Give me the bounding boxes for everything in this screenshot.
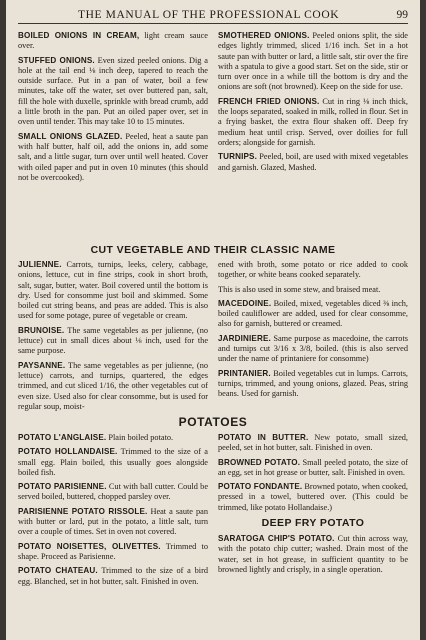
recipe-text: Small peeled potato, the size of an egg, set in hot grease or butter, salt. Finished in oven. — [218, 457, 409, 477]
recipe-title: POTATO HOLLANDAISE. — [18, 447, 118, 457]
recipe-entry — [218, 31, 408, 93]
recipe-title: POTATO L'ANGLAISE. — [18, 433, 107, 442]
recipe-text: Trimmed to shape. Proceed as Parisienne. — [18, 541, 208, 561]
recipe-entry — [18, 433, 208, 443]
recipe-entry — [218, 534, 408, 575]
recipe-title: SARATOGA CHIP'S POTATO. — [218, 534, 335, 544]
recipe-text: Peeled, heat a saute pan with half butter, half oil, add the onions in, add some salt, and a little sugar, turn over until well heated. Cover with oiled paper and put in oven 10 minutes (this should not be overcooked). — [18, 131, 208, 182]
recipe-entry — [218, 369, 408, 400]
recipe-title: POTATO PARISIENNE. — [18, 482, 107, 492]
recipe-entry — [18, 260, 208, 322]
recipe-text: The same vegetables as per julienne, (no lettuce) carrots, and turnips, quartered, the edges trimmed, and cut sliced 1/16, the other vegetables cut of even size. Used also for clear consomme, but is used for regular soup, moist- — [18, 360, 208, 411]
recipe-text: Peeled, boil, are used with mixed vegetables and garnish. Glazed, Mashed. — [218, 152, 408, 172]
cut-vegetable-right-column — [218, 260, 408, 416]
recipe-text: Browned potato, when cooked, pressed in a towel, buttered over. (This could be trimmed, like potato Hollandaise.) — [218, 482, 408, 512]
cut-vegetable-section — [18, 260, 408, 416]
recipe-text: Same purpose as macedoine, the carrots and turnips cut 3/16 x 3/8, boiled. (this is also served under the name of printaniere for consomme) — [218, 333, 408, 364]
recipe-title: PRINTANIER. — [218, 368, 271, 378]
recipe-text: Plain boiled potato. — [106, 433, 174, 442]
potatoes-left-column — [18, 433, 208, 591]
recipe-entry — [18, 542, 208, 563]
recipe-text: The same vegetables as per julienne, (no lettuce) cut in small dices about ⅛ inch, used for the same purpose. — [18, 325, 208, 356]
recipe-text: Even sized peeled onions. Dig a hole at the tail end ⅛ inch deep, tapered to reach the outside surface. Put in a pan of water, boil a few minutes, take off the water, set over buttered pan, salt, fill the hole with duxelle, sprinkle with bread crumb, add a little broth in the pan. Put an oiled paper over, set in oven until tender. This may take 10 to 15 minutes. — [18, 55, 208, 127]
recipe-title: MACEDOINE. — [218, 298, 272, 308]
recipe-title: POTATO CHATEAU. — [18, 566, 98, 576]
recipe-title: SMALL ONIONS GLAZED. — [18, 131, 123, 141]
recipe-entry — [218, 152, 408, 173]
recipe-title: BOILED ONIONS IN CREAM, — [18, 31, 140, 40]
recipe-text: Peeled onions split, the side edges lightly trimmed, sliced 1/16 inch. Set in a hot saute pan with butter or lard, a little salt, stir over the fire with a spatula to give a good start. Set on the side, stir or turn over once in a while till the bottom is dry and the onions are soft (not browned). Keep on the side for use. — [218, 31, 408, 92]
recipe-title: PAYSANNE. — [18, 360, 66, 370]
running-header — [18, 8, 408, 24]
page-number: 99 — [396, 9, 408, 21]
recipe-text: Cut with ball cutter. Could be served boiled, buttered, chopped parsley over. — [18, 482, 208, 502]
book-page — [6, 0, 420, 640]
recipe-entry — [18, 566, 208, 587]
cut-vegetable-left-column — [18, 260, 208, 416]
recipe-title: JARDINIERE. — [218, 333, 271, 343]
recipe-title: POTATO NOISETTES, OLIVETTES. — [18, 541, 161, 551]
recipe-title: TURNIPS. — [218, 152, 257, 162]
recipe-title: SMOTHERED ONIONS. — [218, 31, 310, 40]
section-heading-potatoes: POTATOES — [178, 415, 248, 429]
recipe-entry — [18, 361, 208, 412]
recipe-text: Cut thin across way, with the potato chip cutter; washed. Drain most of the water, set in hot grease, in sufficient quantity to be browned lightly and crisply, in a single operation. — [218, 534, 408, 574]
recipe-entry — [218, 482, 408, 513]
recipe-entry — [18, 132, 208, 183]
recipe-title: STUFFED ONIONS. — [18, 55, 95, 65]
recipe-title: BROWNED POTATO. — [218, 457, 301, 467]
recipe-text: ened with broth, some potato or rice added to cook together, or white beans cooked separately. — [218, 260, 408, 280]
recipe-entry — [18, 482, 208, 503]
recipe-entry — [18, 326, 208, 357]
section-heading-cut-vegetable: CUT VEGETABLE AND THEIR CLASSIC NAME — [90, 244, 336, 256]
recipe-text: Heat a saute pan with butter or lard, put in the potato, a little salt, turn over a couple of times. Set in oven not covered. — [18, 506, 208, 537]
recipe-entry — [18, 447, 208, 478]
section-heading-deep-fry-potato: DEEP FRY POTATO — [261, 517, 365, 530]
deep-fry-entries — [218, 534, 408, 575]
recipe-entry — [218, 433, 408, 454]
recipe-title: POTATO IN BUTTER. — [218, 433, 309, 442]
onion-section — [18, 31, 408, 187]
recipe-entry — [218, 299, 408, 330]
recipe-entry — [18, 56, 208, 128]
recipe-title: JULIENNE. — [18, 260, 62, 269]
recipe-text: Carrots, turnips, leeks, celery, cabbage, onions, lettuce, cut in fine strips, cook in short broth, salt, sugar, butter, water. Boil covered until the bottom is dry. Used for consomme just boil and skimmed. Some boiled cut string beans, and peas are added. This is also used for some potage, puree of vegetable or cream. — [18, 260, 208, 321]
recipe-entry — [218, 260, 408, 281]
recipe-title: POTATO FONDANTE. — [218, 482, 303, 492]
recipe-text: Boiled vegetables cut in lumps. Carrots, turnips, trimmed, and young onions, glazed. Peas, string beans. Used for garnish. — [218, 368, 408, 399]
recipe-text: Trimmed to the size of a bird egg. Blanched, set in hot butter, salt. Finished in oven. — [18, 566, 208, 586]
recipe-title: PARISIENNE POTATO RISSOLE. — [18, 506, 148, 516]
recipe-text: light cream sauce over. — [18, 31, 208, 51]
recipe-text: This is also used in some stew, and braised meat. — [218, 284, 381, 294]
running-title: THE MANUAL OF THE PROFESSIONAL COOK — [78, 9, 340, 21]
recipe-title: FRENCH FRIED ONIONS. — [218, 96, 320, 106]
potatoes-right-column — [218, 433, 408, 591]
recipe-text: New potato, small sized, peeled, set in hot butter, salt. Finished in oven. — [218, 433, 408, 453]
potatoes-right-entries — [218, 433, 408, 513]
recipe-title: BRUNOISE. — [18, 325, 65, 335]
recipe-entry — [218, 97, 408, 148]
onion-right-column — [218, 31, 408, 187]
potatoes-section — [18, 433, 408, 591]
recipe-entry — [218, 285, 408, 295]
recipe-entry — [18, 31, 208, 52]
recipe-entry — [218, 334, 408, 365]
recipe-text: Trimmed to the size of a small egg. Plain boiled, this usually goes alongside boiled fish. — [18, 447, 208, 477]
recipe-text: Cut in ring ⅛ inch thick, the loops separated, soaked in milk, rolled in flour. Set in a frying basket, the extra flour shaken off. Deep fry medium heat until crisp. Served, over doilies for full orders; alongside for garnish. — [218, 96, 408, 147]
recipe-entry — [18, 507, 208, 538]
recipe-text: Boiled, mixed, vegetables diced ⅜ inch, boiled cauliflower are added, used for clear consomme, also for garnish, buttered or creamed. — [218, 298, 408, 329]
onion-left-column — [18, 31, 208, 187]
recipe-entry — [218, 458, 408, 479]
